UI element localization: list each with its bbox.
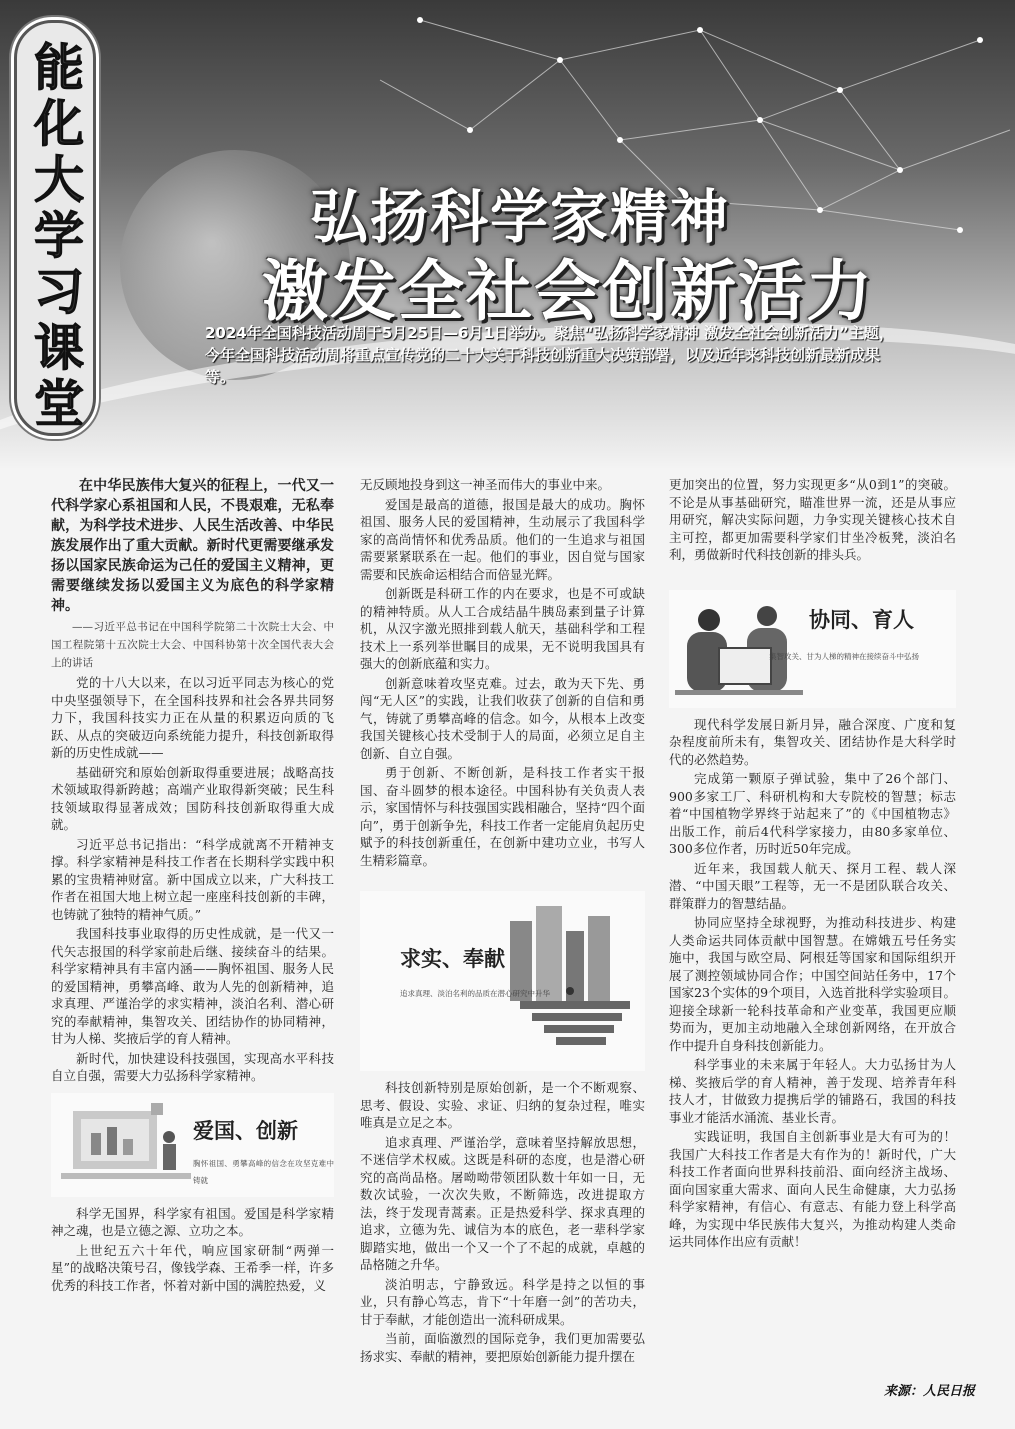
paragraph: 当前，面临激烈的国际竞争，我们更加需要弘扬求实、奉献的精神，要把原始创新能力提升摆在 <box>360 1331 645 1364</box>
paragraph: 上世纪五六十年代，响应国家研制“两弹一星”的战略决策号召，像钱学森、王希季一样，许多优秀的科技工作者，怀着对新中国的满腔热爱，义 <box>51 1242 334 1293</box>
paragraph: 我国科技事业取得的历史性成就，是一代又一代矢志报国的科学家前赴后继、接续奋斗的结果。科学家精神具有丰富内涵——胸怀祖国、服务人民的爱国精神，勇攀高峰、敢为人先的创新精神，追求真理、严谨治学的求实精神，淡泊名利、潜心研究的奉献精神，集智攻关、团结协作的协同精神，甘为人梯、奖掖后学的育人精神。 <box>51 926 334 1046</box>
paragraph: 新时代，加快建设科技强国，实现高水平科技自立自强，需要大力弘扬科学家精神。 <box>51 1050 334 1083</box>
paragraph: 无反顾地投身到这一神圣而伟大的事业中来。 <box>360 477 611 492</box>
paragraph: 更加突出的位置，努力实现更多“从0到1”的突破。不论是从事基础研究，瞄准世界一流，还是从事应用研究，解决实际问题，力争实现关键核心技术自主可控，都更加需要科学家们甘坐冷板凳，淡泊名利，勇做新时代科技创新的排头兵。 <box>669 477 956 562</box>
section-box-truth-dedication <box>360 891 645 1071</box>
paragraph: 科技创新特别是原始创新，是一个不断观察、思考、假设、实验、求证、归纳的复杂过程，唯实唯真是立足之本。 <box>360 1080 645 1130</box>
quote-source: ——习近平总书记在中国科学院第二十次院士大会、中国工程院第十五次院士大会、中国科协第十次全国代表大会上的讲话 <box>51 621 334 669</box>
paragraph: 科学事业的未来属于年轻人。大力弘扬甘为人梯、奖掖后学的育人精神，善于发现、培养青年科技人才，甘做致力提携后学的铺路石，我国的科技事业才能活水涌流、基业长青。 <box>669 1057 956 1125</box>
paragraph: 爱国是最高的道德，报国是最大的成功。胸怀祖国、服务人民的爱国精神，生动展示了我国科学家的高尚情怀和优秀品质。他们的一生追求与祖国需要紧紧联系在一起。他们的事业，因自觉与国家需要和民族命运相结合而倍显光辉。 <box>360 496 645 582</box>
paragraph: 创新意味着攻坚克难。过去，敢为天下先、勇闯“无人区”的实践，让我们收获了创新的自信和勇气，铸就了勇攀高峰的信念。如今，从根本上改变我国关键核心技术受制于人的局面，必须立足自主创新、自立自强。 <box>360 675 645 761</box>
paragraph: 完成第一颗原子弹试验，集中了26个部门、900多家工厂、科研机构和大专院校的智慧；标志着“中国植物学界终于站起来了”的《中国植物志》出版工作，前后4代科学家接力，由80多家单位、300多位作者，历时近50年完成。 <box>669 771 956 856</box>
paragraph: 创新既是科研工作的内在要求，也是不可或缺的精神特质。从人工合成结晶牛胰岛素到量子计算机，从汉字激光照排到载人航天，基础科学和工程技术上一系列举世瞩目的成果，无不说明我国具有强大的创新底蕴和实力。 <box>360 586 645 671</box>
section-title: 协同、育人 <box>809 607 914 632</box>
column-badge <box>14 20 96 436</box>
column-3 <box>669 476 956 1253</box>
staircase-city-illustration <box>360 891 645 1071</box>
section-subtitle: 胸怀祖国、勇攀高峰的信念在攻坚克难中铸就 <box>193 1158 334 1185</box>
paragraph: 勇于创新、不断创新，是科技工作者实干报国、奋斗圆梦的根本途径。中国科协有关负责人表示，家国情怀与科技强国实践相融合，坚持“四个面向”，勇于创新争先，科技工作者一定能肩负起历史赋予的科技创新重任，在创新中建功立业，书写人生精彩篇章。 <box>360 765 645 868</box>
section-title: 求实、奉献 <box>400 947 505 971</box>
paragraph: 基础研究和原始创新取得重要进展；战略高技术领域取得新跨越；高端产业取得新突破；民生科技领域取得显著成效；国防科技创新取得重大成就。 <box>51 764 334 832</box>
section-title: 爱国、创新 <box>193 1118 298 1143</box>
section-subtitle: 集智攻关、甘为人梯的精神在接续奋斗中弘扬 <box>769 651 919 661</box>
paragraph: 追求真理、严谨治学，意味着坚持解放思想，不迷信学术权威。这既是科研的态度，也是潜心研究的高尚品格。屠呦呦带领团队数十年如一日，无数次试验，一次次失败，不断筛选，改进提取方法，终于发现青蒿素。正是热爱科学、探求真理的追求，立德为先、诚信为本的底色，老一辈科学家脚踏实地，做出一个又一个了不起的成就，卓越的品格随之升华。 <box>360 1134 645 1272</box>
column-badge-text: 能化大学习课堂 <box>26 41 84 433</box>
paragraph: 近年来，我国载人航天、探月工程、载人深潜、“中国天眼”工程等，无一不是团队联合攻关、群策群力的智慧结晶。 <box>669 860 956 911</box>
column-1 <box>51 476 334 1296</box>
paragraph: 淡泊明志，宁静致远。科学是持之以恒的事业，只有静心笃志，肯下“十年磨一剑”的苦功夫，甘于奉献，才能创造出一流科研成果。 <box>360 1276 645 1327</box>
section-subtitle: 追求真理、淡泊名利的品质在潜心研究中升华 <box>400 989 550 998</box>
headline-line1: 弘扬科学家精神 <box>310 183 731 251</box>
paragraph: 科学无国界，科学家有祖国。爱国是科学家精神之魂，也是立德之源、立功之本。 <box>51 1205 334 1238</box>
paragraph: 党的十八大以来，在以习近平同志为核心的党中央坚强领导下，在全国科技界和社会各界共同努力下，我国科技实力正在从量的积累迈向质的飞跃、从点的突破迈向系统能力提升，科技创新取得新的历史性成就—— <box>51 675 334 760</box>
paragraph: 实践证明，我国自主创新事业是大有可为的！我国广大科技工作者是大有作为的！新时代，广大科技工作者面向世界科技前沿、面向经济主战场、面向国家重大需求、面向人民生命健康，大力弘扬科学家精神，有信心、有意志、有能力登上科学高峰，为实现中华民族伟大复兴，为推动构建人类命运共同体作出应有贡献！ <box>669 1129 956 1249</box>
source-credit: 来源：人民日报 <box>884 1384 976 1399</box>
paragraph: 现代科学发展日新月异，融合深度、广度和复杂程度前所未有，集智攻关、团结协作是大科学时代的必然趋势。 <box>669 716 956 767</box>
quote-text: 在中华民族伟大复兴的征程上，一代又一代科学家心系祖国和人民，不畏艰难，无私奉献，为科学技术进步、人民生活改善、中华民族发展作出了重大贡献。新时代更需要继承发扬以国家民族命运为己任的爱国主义精神，更需要继续发扬以爱国主义为底色的科学家精神。 <box>51 478 334 614</box>
headline-line2: 激发全社会创新活力 <box>262 253 874 330</box>
column-2 <box>360 476 645 1367</box>
section-box-patriot-innovation <box>51 1093 334 1197</box>
lead-paragraph: 2024年全国科技活动周于5月25日—6月1日举办。聚焦“弘扬科学家精神 激发全社会创新活力”主题，今年全国科技活动周将重点宣传党的二十大关于科技创新重大决策部署，以及近年来科技创新最新成果等。 <box>205 324 894 386</box>
paragraph: 习近平总书记指出：“科学成就离不开精神支撑。科学家精神是科技工作者在长期科学实践中积累的宝贵精神财富。新中国成立以来，广大科技工作者在祖国大地上树立起一座座科技创新的丰碑，也铸就了独特的精神气质。” <box>51 836 334 922</box>
paragraph: 协同应坚持全球视野，为推动科技进步、构建人类命运共同体贡献中国智慧。在嫦娥五号任务实施中，我国与欧空局、阿根廷等国家和国际组织开展了测控领域协同合作；中国空间站任务中，17个国家23个实体的9个项目，入选首批科学实验项目。迎接全球新一轮科技革命和产业变革，我国更应顺势而为，更加主动地融入全球创新网络，在开放合作中提升自身科技创新能力。 <box>669 915 956 1053</box>
section-box-collaboration-mentoring <box>669 590 956 708</box>
